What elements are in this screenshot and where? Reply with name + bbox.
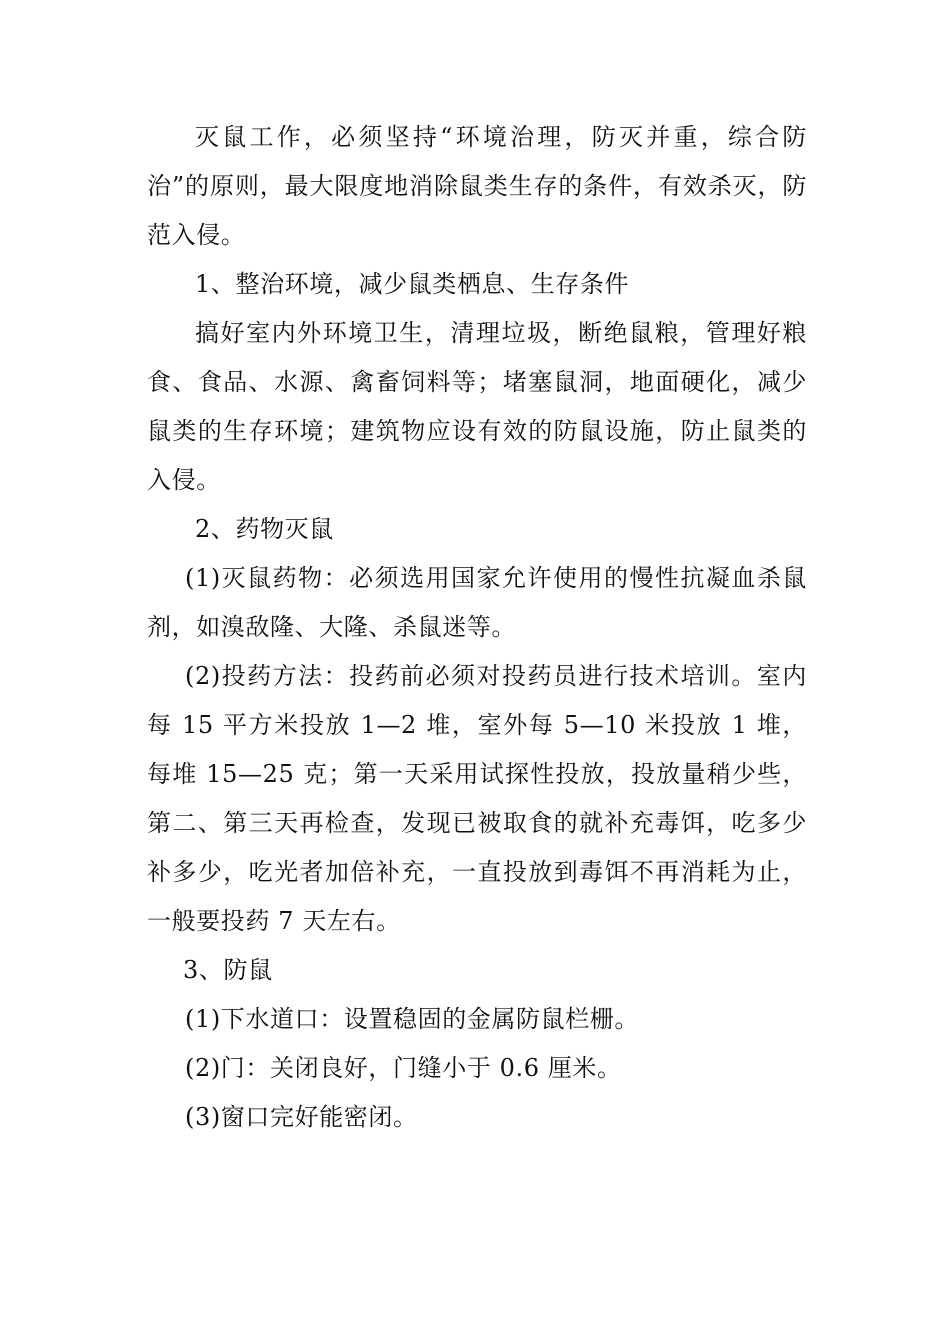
- section-1-paragraph: 搞好室内外环境卫生，清理垃圾，断绝鼠粮，管理好粮食、食品、水源、禽畜饲料等；堵塞鼠洞，地面硬化，减少鼠类的生存环境；建筑物应设有效的防鼠设施，防止鼠类的入侵。: [147, 319, 807, 494]
- section-heading-1: 1、整治环境，减少鼠类栖息、生存条件: [195, 270, 630, 298]
- section-heading-2: 2、药物灭鼠: [195, 515, 334, 543]
- document-body: [147, 113, 807, 1142]
- intro-paragraph: 灭鼠工作，必须坚持“环境治理，防灭并重，综合防治”的原则，最大限度地消除鼠类生存的条件，有效杀灭，防范入侵。: [147, 123, 807, 249]
- section-3-item-3: (3)窗口完好能密闭。: [185, 1103, 418, 1131]
- section-heading-3: 3、防鼠: [183, 956, 273, 984]
- section-2-item-2: (2)投药方法：投药前必须对投药员进行技术培训。室内每 15 平方米投放 1—2 堆，室外每 5—10 米投放 1 堆，每堆 15—25 克；第一天采用试探性投放，投放量稍少些，第二、第三天再检查，发现已被取食的就补充毒饵，吃多少补多少，吃光者加倍补充，一直投放到毒饵不再消耗为止，一般要投药 7 天左右。: [147, 662, 807, 935]
- section-2-item-1: (1)灭鼠药物：必须选用国家允许使用的慢性抗凝血杀鼠剂，如溴敌隆、大隆、杀鼠迷等。: [147, 564, 807, 641]
- section-3-item-2: (2)门：关闭良好，门缝小于 0.6 厘米。: [185, 1054, 622, 1082]
- section-3-item-1: (1)下水道口：设置稳固的金属防鼠栏栅。: [185, 1005, 639, 1033]
